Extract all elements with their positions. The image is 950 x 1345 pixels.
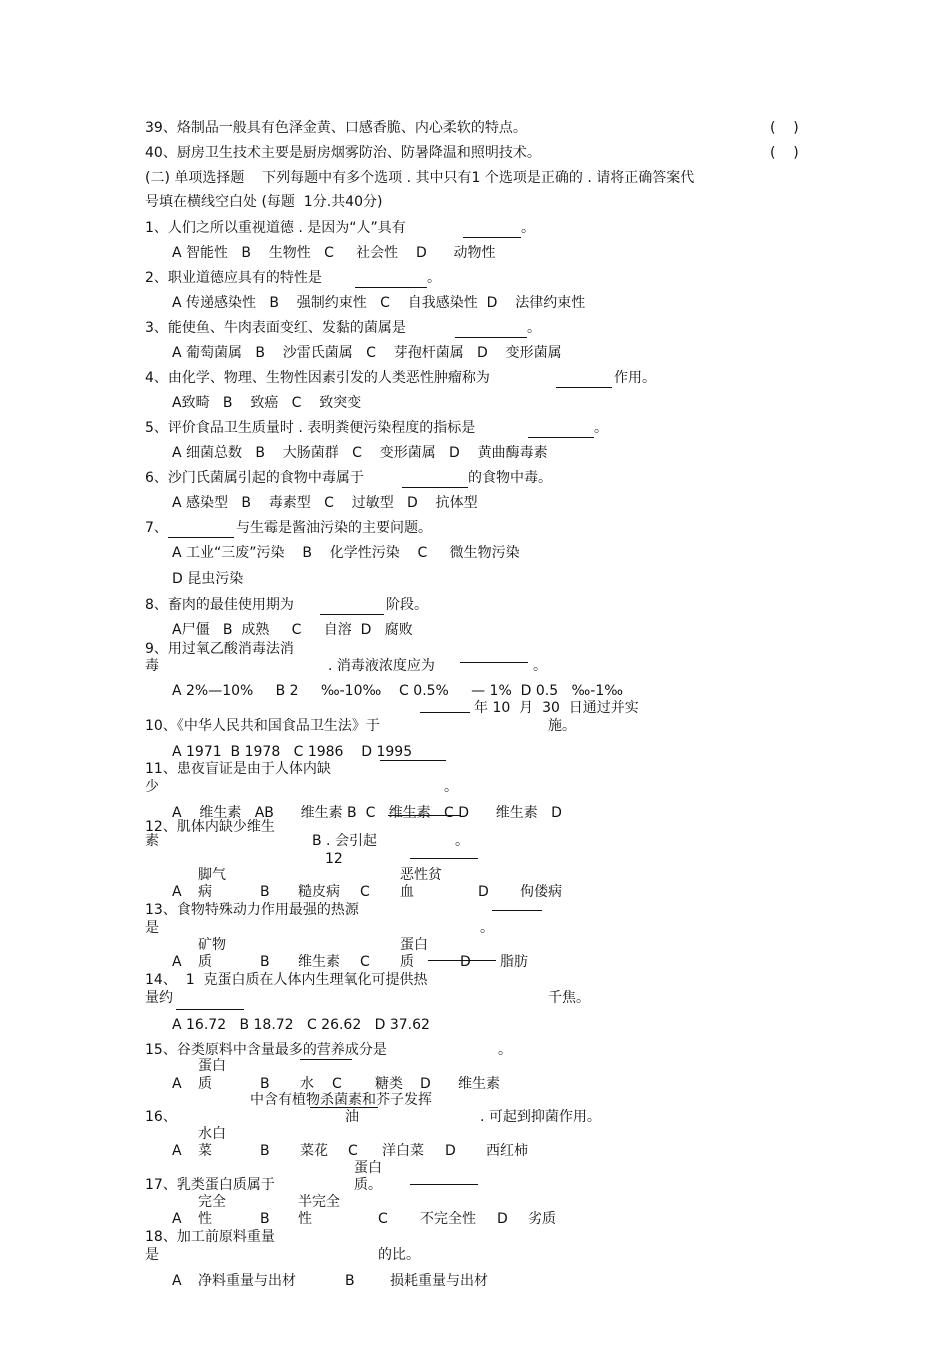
q12-letter-d: D <box>478 884 489 900</box>
q17-letter-b: B <box>260 1211 270 1227</box>
q15-letter-d: D <box>420 1076 431 1092</box>
q12-num: 12 <box>325 851 343 867</box>
q10-date: 年 10 月 30 日通过并实 <box>474 700 639 716</box>
q17-letter-d: D <box>497 1211 508 1227</box>
q17-letter-c: C <box>378 1211 388 1227</box>
q2-end: 。 <box>427 270 441 286</box>
q15-letter-b: B <box>260 1076 270 1092</box>
q11-options: A 维生素 AB 维生素 B C 维生素 C D 维生素 D <box>172 805 562 821</box>
q2-blank <box>355 287 427 288</box>
q18-stem-2: 是 <box>145 1247 159 1263</box>
q16-mid-1: 中含有植物杀菌素和芥子发挥 <box>250 1092 432 1108</box>
q4-stem: 4、由化学、物理、生物性因素引发的人类恶性肿瘤称为 <box>145 370 490 386</box>
q8-end: 阶段。 <box>386 597 428 613</box>
q17-opt-a-1: 完全 <box>198 1194 226 1210</box>
q7-stem: 7、 <box>145 520 168 536</box>
q4-blank <box>556 387 612 388</box>
q7-blank <box>168 537 234 538</box>
q40-paren: ( ) <box>770 145 799 161</box>
q17-opt-a-2: 性 <box>198 1211 212 1227</box>
q18-opt-b: 损耗重量与出材 <box>390 1273 488 1289</box>
q17-mid-2: 质。 <box>354 1177 382 1193</box>
q13-letter-a: A <box>172 954 182 970</box>
q16-letter-a: A <box>172 1143 182 1159</box>
q13-opt-a-2: 质 <box>198 954 212 970</box>
q9-blank <box>460 662 528 663</box>
q16-opt-c: 洋白菜 <box>382 1143 424 1159</box>
q15-stem: 15、谷类原料中含量最多的营养成分是 <box>145 1042 387 1058</box>
q10-blank <box>420 712 470 713</box>
q13-letter-c: C <box>360 954 370 970</box>
q1-stem: 1、人们之所以重视道德 . 是因为“人”具有 <box>145 220 406 236</box>
q18-opt-a: 净料重量与出材 <box>198 1273 296 1289</box>
q12-opt-d: 佝偻病 <box>520 884 562 900</box>
q12-stem: 12、肌体内缺少维生 <box>145 819 275 835</box>
q39-text: 39、烙制品一般具有色泽金黄、口感香脆、内心柔软的特点。 <box>145 120 527 136</box>
q1-options: A 智能性 B 生物性 C 社会性 D 动物性 <box>172 245 496 261</box>
q13-blank <box>492 910 542 911</box>
q1-end: 。 <box>521 220 535 236</box>
q2-stem: 2、职业道德应具有的特性是 <box>145 270 322 286</box>
q13-end: 。 <box>480 920 494 936</box>
q10-end: 施。 <box>548 718 576 734</box>
q16-letter-d: D <box>445 1143 456 1159</box>
q12-opt-b: 糙皮病 <box>298 884 340 900</box>
q7-options: A 工业“三废”污染 B 化学性污染 C 微生物污染 <box>172 545 520 561</box>
q13-stem-2: 是 <box>145 920 159 936</box>
q8-blank <box>320 614 384 615</box>
q16-mid-2: 油 <box>345 1109 359 1125</box>
q12-opt-c-1: 恶性贫 <box>400 867 442 883</box>
section-heading: (二) 单项选择题 下列每题中有多个选项 . 其中只有1 个选项是正确的 . 请将正确答案代 <box>145 170 695 186</box>
q15-opt-a-1: 蛋白 <box>198 1058 226 1074</box>
q15-blank <box>300 1059 352 1060</box>
q15-opt-c: 糖类 <box>375 1076 403 1092</box>
q7-options-2: D 昆虫污染 <box>172 571 244 587</box>
q3-end: 。 <box>527 320 541 336</box>
q14-options: A 16.72 B 18.72 C 26.62 D 37.62 <box>172 1017 430 1033</box>
q12-mid: B . 会引起 <box>312 833 377 849</box>
q4-options: A致畸 B 致癌 C 致突变 <box>172 395 362 411</box>
q13-opt-a-1: 矿物 <box>198 937 226 953</box>
q12-letter-a: A <box>172 884 182 900</box>
q12-opt-a-2: 病 <box>198 884 212 900</box>
q5-stem: 5、评价食品卫生质量时 . 表明粪便污染程度的指标是 <box>145 420 476 436</box>
q14-blank <box>176 1009 244 1010</box>
q18-letter-b: B <box>345 1273 355 1289</box>
q16-opt-a-2: 菜 <box>198 1143 212 1159</box>
q6-stem: 6、沙门氏菌属引起的食物中毒属于 <box>145 470 364 486</box>
q11-blank <box>380 760 446 761</box>
q3-blank <box>455 337 527 338</box>
q17-letter-a: A <box>172 1211 182 1227</box>
q9-options: A 2%—10% B 2 ‰-10‰ C 0.5% — 1% D 0.5 ‰-1‰ <box>172 683 624 699</box>
q16-end: . 可起到抑菌作用。 <box>480 1109 601 1125</box>
q40-text: 40、厨房卫生技术主要是厨房烟雾防治、防暑降温和照明技术。 <box>145 145 541 161</box>
q11-end: 。 <box>444 779 458 795</box>
q5-options: A 细菌总数 B 大肠菌群 C 变形菌属 D 黄曲酶毒素 <box>172 445 548 461</box>
section-instructions: 号填在横线空白处 (每题 1分.共40分) <box>145 194 383 210</box>
q14-stem: 14、 1 克蛋白质在人体内生理氧化可提供热 <box>145 972 428 988</box>
q12-stem-2: 素 <box>145 833 159 849</box>
q13-opt-b: 维生素 <box>298 954 340 970</box>
q10-options: A 1971 B 1978 C 1986 D 1995 <box>172 744 413 760</box>
q12-blank <box>410 858 478 859</box>
q11-stem-2: 少 <box>145 779 159 795</box>
q17-opt-b-1: 半完全 <box>298 1194 340 1210</box>
q17-blank <box>410 1184 478 1185</box>
q16-underline <box>310 1107 378 1108</box>
q18-stem: 18、加工前原料重量 <box>145 1229 275 1245</box>
q15-opt-d: 维生素 <box>458 1076 500 1092</box>
q15-letter-c: C <box>332 1076 342 1092</box>
q2-options: A 传递感染性 B 强制约束性 C 自我感染性 D 法律约束性 <box>172 295 586 311</box>
q17-opt-d: 劣质 <box>528 1211 556 1227</box>
q13-letter-d: D <box>460 954 471 970</box>
q3-stem: 3、能使鱼、牛肉表面变红、发黏的菌属是 <box>145 320 406 336</box>
q13-letter-b: B <box>260 954 270 970</box>
q6-end: 的食物中毒。 <box>468 470 552 486</box>
q18-letter-a: A <box>172 1273 182 1289</box>
q9-end: 。 <box>533 658 547 674</box>
q10-stem: 10、《中华人民共和国食品卫生法》于 <box>145 718 380 734</box>
q12-end: 。 <box>455 833 469 849</box>
q5-blank <box>528 437 594 438</box>
q9-stem-2: 毒 <box>145 658 159 674</box>
q8-options: A尸僵 B 成熟 C 自溶 D 腐败 <box>172 622 413 638</box>
q16-letter-c: C <box>348 1143 358 1159</box>
q17-opt-b-2: 性 <box>298 1211 312 1227</box>
q9-mid: . 消毒液浓度应为 <box>328 658 435 674</box>
q15-end: 。 <box>498 1042 512 1058</box>
q14-end: 千焦。 <box>548 990 590 1006</box>
q13-opt-d: 脂肪 <box>500 954 528 970</box>
q7-end: 与生霉是酱油污染的主要问题。 <box>236 520 432 536</box>
q18-end: 的比。 <box>378 1247 420 1263</box>
q17-opt-c: 不完全性 <box>420 1211 476 1227</box>
q14-stem-2: 量约 <box>145 990 173 1006</box>
q8-stem: 8、畜肉的最佳使用期为 <box>145 597 294 613</box>
q6-blank <box>402 487 468 488</box>
q11-stem: 11、患夜盲证是由于人体内缺 <box>145 761 331 777</box>
q12-letter-c: C <box>360 884 370 900</box>
q1-blank <box>463 237 521 238</box>
q16-stem: 16、 <box>145 1109 177 1125</box>
q17-stem: 17、乳类蛋白质属于 <box>145 1177 275 1193</box>
q16-opt-d: 西红柿 <box>486 1143 528 1159</box>
q12-letter-b: B <box>260 884 270 900</box>
q13-stem: 13、食物特殊动力作用最强的热源 <box>145 902 359 918</box>
q15-opt-b: 水 <box>300 1076 314 1092</box>
q16-opt-b: 菜花 <box>300 1143 328 1159</box>
q16-opt-a-1: 水白 <box>198 1126 226 1142</box>
q15-letter-a: A <box>172 1076 182 1092</box>
q5-end: 。 <box>594 420 608 436</box>
q6-options: A 感染型 B 毒素型 C 过敏型 D 抗体型 <box>172 495 478 511</box>
q11-strike <box>388 815 460 816</box>
q13-opt-c-1: 蛋白 <box>400 937 428 953</box>
q15-opt-a-2: 质 <box>198 1076 212 1092</box>
q12-opt-c-2: 血 <box>400 884 414 900</box>
q12-opt-a-1: 脚气 <box>198 867 226 883</box>
q13-opt-c-2: 质 <box>400 954 414 970</box>
q4-end: 作用。 <box>614 370 656 386</box>
q39-paren: ( ) <box>770 120 799 136</box>
q3-options: A 葡萄菌属 B 沙雷氏菌属 C 芽孢杆菌属 D 变形菌属 <box>172 345 562 361</box>
q17-mid-1: 蛋白 <box>354 1160 382 1176</box>
q9-stem: 9、用过氧乙酸消毒法消 <box>145 641 294 657</box>
q16-letter-b: B <box>260 1143 270 1159</box>
